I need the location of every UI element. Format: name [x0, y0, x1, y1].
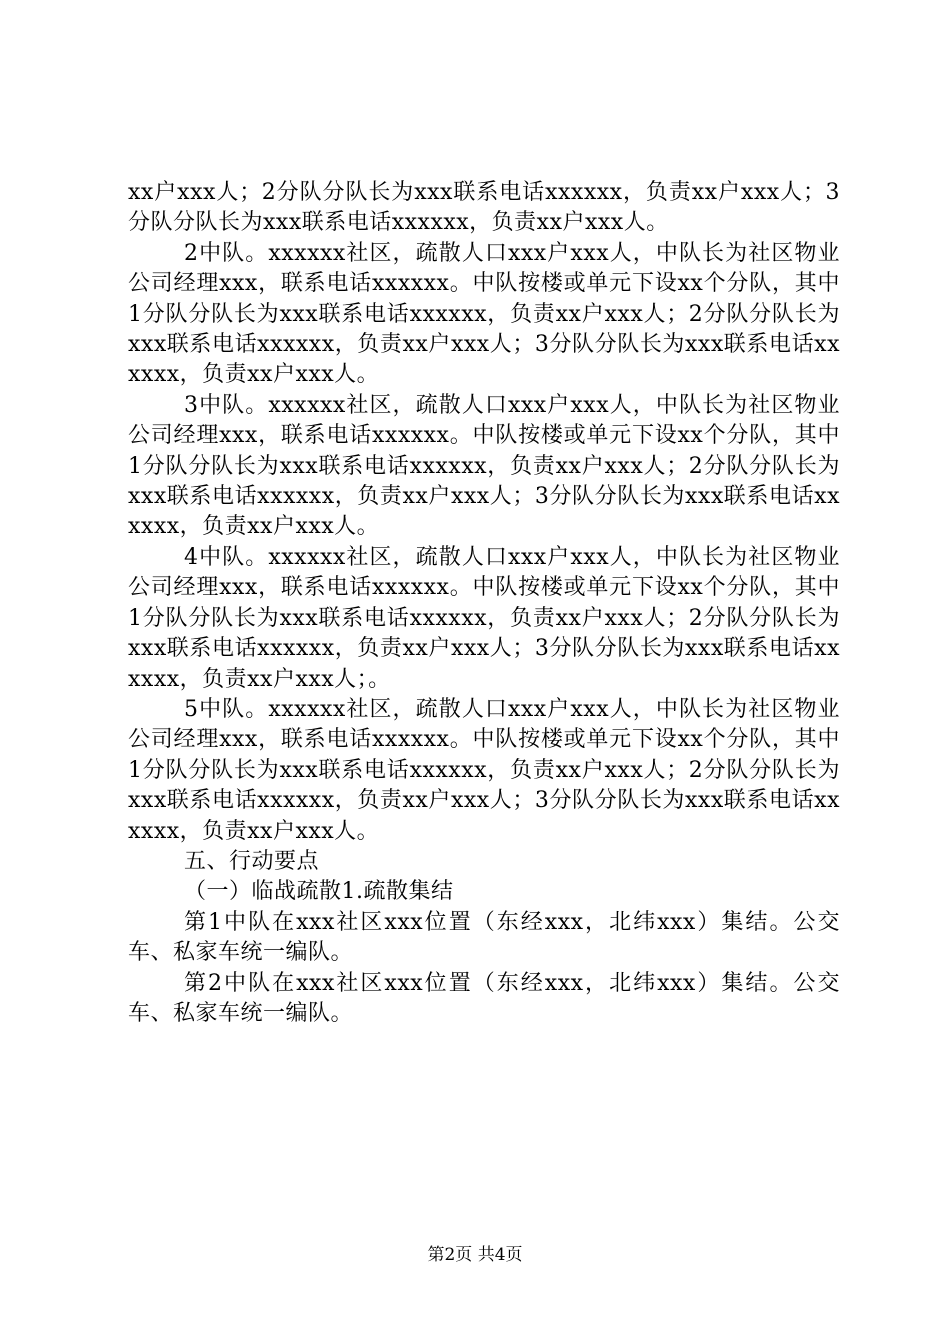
paragraph-squad-4: 4中队。xxxxxx社区，疏散人口xxx户xxx人，中队长为社区物业公司经理xxx，联系电话xxxxxx。中队按楼或单元下设xx个分队，其中1分队分队长为xxx联系电话xxxxxx，负责xx户xxx人；2分队分队长为xxx联系电话xxxxxx，负责xx户xxx人；3分队分队长为xxx联系电话xxxxxx，负责xx户xxx人；。 [128, 544, 840, 692]
paragraph-continuation: xx户xxx人；2分队分队长为xxx联系电话xxxxxx，负责xx户xxx人；3分队分队长为xxx联系电话xxxxxx，负责xx户xxx人。 [128, 180, 840, 236]
paragraph-assembly-squad-1: 第1中队在xxx社区xxx位置（东经xxx，北纬xxx）集结。公交车、私家车统一编队。 [128, 909, 840, 966]
page-number-footer: 第2页 共4页 [427, 1245, 523, 1265]
paragraph-assembly-squad-2: 第2中队在xxx社区xxx位置（东经xxx，北纬xxx）集结。公交车、私家车统一编队。 [128, 970, 840, 1026]
paragraph-squad-2: 2中队。xxxxxx社区，疏散人口xxx户xxx人，中队长为社区物业公司经理xxx，联系电话xxxxxx。中队按楼或单元下设xx个分队，其中1分队分队长为xxx联系电话xxxxxx，负责xx户xxx人；2分队分队长为xxx联系电话xxxxxx，负责xx户xxx人；3分队分队长为xxx联系电话xxxxxx，负责xx户xxx人。 [128, 240, 840, 388]
section-heading-action-points: 五、行动要点 [184, 848, 320, 874]
subsection-heading-evacuation: （一）临战疏散1.疏散集结 [184, 879, 454, 905]
paragraph-squad-5: 5中队。xxxxxx社区，疏散人口xxx户xxx人，中队长为社区物业公司经理xxx，联系电话xxxxxx。中队按楼或单元下设xx个分队，其中1分队分队长为xxx联系电话xxxxxx，负责xx户xxx人；2分队分队长为xxx联系电话xxxxxx，负责xx户xxx人；3分队分队长为xxx联系电话xxxxxx，负责xx户xxx人。 [128, 696, 840, 844]
document-body [128, 178, 840, 1029]
paragraph-squad-3: 3中队。xxxxxx社区，疏散人口xxx户xxx人，中队长为社区物业公司经理xxx，联系电话xxxxxx。中队按楼或单元下设xx个分队，其中1分队分队长为xxx联系电话xxxxxx，负责xx户xxx人；2分队分队长为xxx联系电话xxxxxx，负责xx户xxx人；3分队分队长为xxx联系电话xxxxxx，负责xx户xxx人。 [128, 392, 840, 540]
